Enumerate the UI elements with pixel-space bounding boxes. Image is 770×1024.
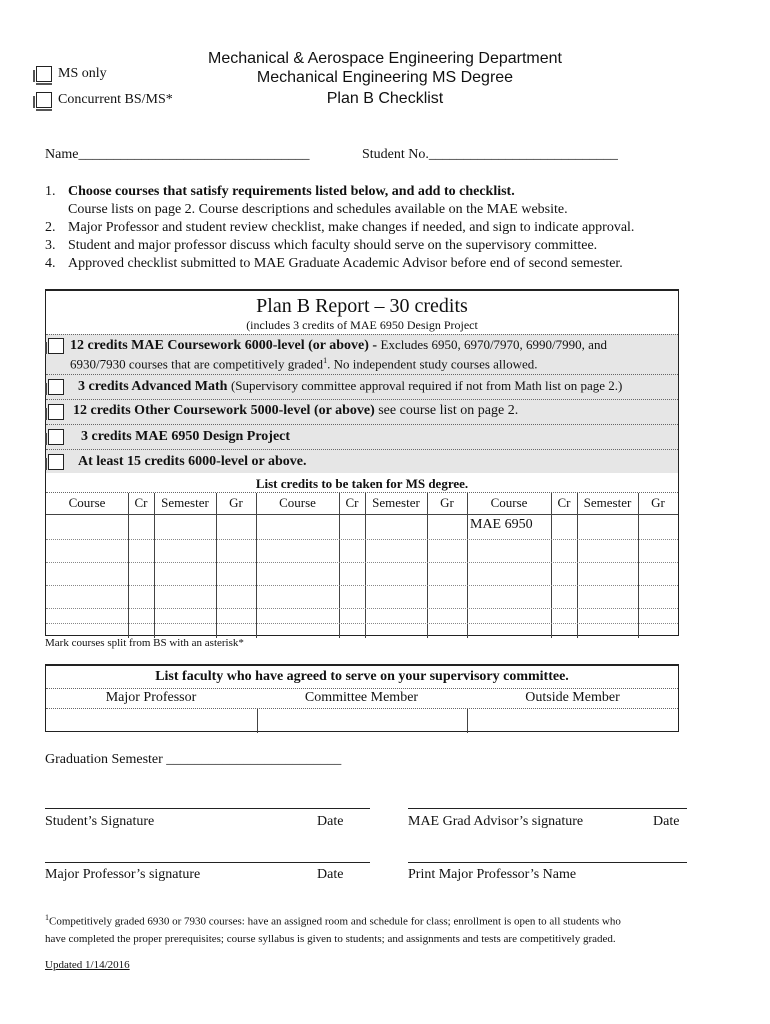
requirement-text: 3 credits Advanced Math (Supervisory committee approval required if not from Math list on page 2.) (78, 378, 623, 394)
graduation-semester-label: Graduation Semester (45, 752, 163, 767)
advisor-signature-line[interactable] (408, 808, 687, 809)
name-label: Name (45, 147, 79, 162)
graduation-semester-field[interactable] (45, 752, 341, 768)
plan-b-report-box (45, 289, 679, 636)
committee-member-cell[interactable] (257, 709, 468, 733)
professor-signature-label: Major Professor’s signature (45, 867, 201, 882)
report-subtitle: (includes 3 credits of MAE 6950 Design Project (246, 318, 478, 332)
student-no-field[interactable] (362, 147, 618, 163)
instruction-item: 4. Approved checklist submitted to MAE Graduate Academic Advisor before end of second semester. (45, 256, 623, 271)
concurrent-label: Concurrent BS/MS* (58, 92, 173, 107)
student-date-label: Date (317, 814, 344, 829)
report-title: Plan B Report – 30 credits (256, 295, 468, 317)
column-header: Cr (345, 495, 359, 510)
committee-member-header: Committee Member (304, 690, 419, 705)
checklist-title: Plan B Checklist (326, 90, 444, 107)
asterisk-note: Mark courses split from BS with an asterisk* (45, 637, 244, 649)
major-professor-cell[interactable] (46, 709, 256, 733)
requirement-design-project (46, 424, 678, 449)
student-signature-line[interactable] (45, 808, 370, 809)
ms-only-checkbox[interactable] (36, 66, 52, 82)
instruction-item: 1. Choose courses that satisfy requirements listed below, and add to checklist. (45, 184, 515, 199)
course-list-title: List credits to be taken for MS degree. (255, 476, 469, 491)
committee-title: List faculty who have agreed to serve on your supervisory committee. (155, 669, 569, 684)
instruction-item: 2. Major Professor and student review checklist, make changes if needed, and sign to indicate approval. (45, 220, 635, 235)
requirement-checkbox[interactable] (48, 429, 64, 445)
professor-date-label: Date (317, 867, 344, 882)
column-header: Semester (372, 495, 420, 510)
column-header: Cr (134, 495, 148, 510)
professor-signature-line[interactable] (45, 862, 370, 863)
column-header: Cr (557, 495, 571, 510)
outside-member-cell[interactable] (467, 709, 679, 733)
requirement-text: 12 credits MAE Coursework 6000-level (or above) - Excludes 6950, 6970/7970, 6990/7990, and (70, 337, 607, 353)
footnote: $^1$Competitively graded 6930 or 7930 courses: have an assigned room and schedule for class; enrollment is open to all students who have completed the proper prerequisites; course syllabus is given to students; and assignments and tests are competitively graded. (45, 913, 621, 945)
student-no-line: ___________________________ (428, 147, 618, 162)
degree-title: Mechanical Engineering MS Degree (256, 69, 514, 86)
advisor-signature-label: MAE Grad Advisor’s signature (408, 814, 584, 829)
column-header: Semester (583, 495, 632, 510)
name-line: _________________________________ (78, 147, 310, 162)
column-header: Gr (651, 495, 665, 510)
major-professor-header: Major Professor (105, 690, 197, 705)
advisor-date-label: Date (653, 814, 680, 829)
requirement-15-credits (46, 449, 678, 473)
committee-box (45, 664, 679, 732)
name-field[interactable] (45, 147, 309, 163)
instructions-list (45, 183, 705, 273)
column-header: Course (490, 495, 528, 510)
requirement-checkbox[interactable] (48, 379, 64, 395)
print-professor-name-label: Print Major Professor’s Name (408, 867, 577, 882)
instruction-item: 3. Student and major professor discuss which faculty should serve on the supervisory committee. (45, 238, 598, 253)
column-header: Semester (161, 495, 209, 510)
concurrent-checkbox[interactable] (36, 92, 52, 108)
updated-date: Updated 1/14/2016 (45, 959, 130, 971)
student-no-label: Student No. (362, 147, 429, 162)
requirement-checkbox[interactable] (48, 454, 64, 470)
department-title: Mechanical & Aerospace Engineering Department (208, 50, 562, 67)
student-signature-label: Student’s Signature (45, 814, 155, 829)
requirement-advanced-math (46, 374, 678, 399)
requirement-checkbox[interactable] (48, 404, 64, 420)
column-header: Course (279, 495, 316, 510)
instruction-item: Course lists on page 2. Course descriptions and schedules available on the MAE website. (68, 202, 568, 217)
column-header: Gr (440, 495, 454, 510)
requirement-text: 12 credits Other Coursework 5000-level (or above) see course list on page 2. (73, 403, 519, 418)
requirement-text-line2: 6930/7930 courses that are competitively graded$^1$. No independent study courses allowed. (70, 356, 538, 372)
requirement-mae-6000 (46, 334, 678, 374)
requirement-checkbox[interactable] (48, 338, 64, 354)
professor-name-line[interactable] (408, 862, 687, 863)
course-grid (46, 492, 678, 638)
requirement-text: 3 credits MAE 6950 Design Project (81, 429, 291, 444)
column-header: Gr (229, 495, 243, 510)
requirement-other-5000 (46, 399, 678, 424)
ms-only-label: MS only (58, 66, 107, 81)
outside-member-header: Outside Member (525, 690, 620, 705)
column-header: Course (68, 495, 106, 510)
requirement-text: At least 15 credits 6000-level or above. (78, 454, 307, 469)
graduation-semester-line: _________________________ (166, 752, 342, 767)
prefilled-course[interactable]: MAE 6950 (470, 517, 533, 532)
